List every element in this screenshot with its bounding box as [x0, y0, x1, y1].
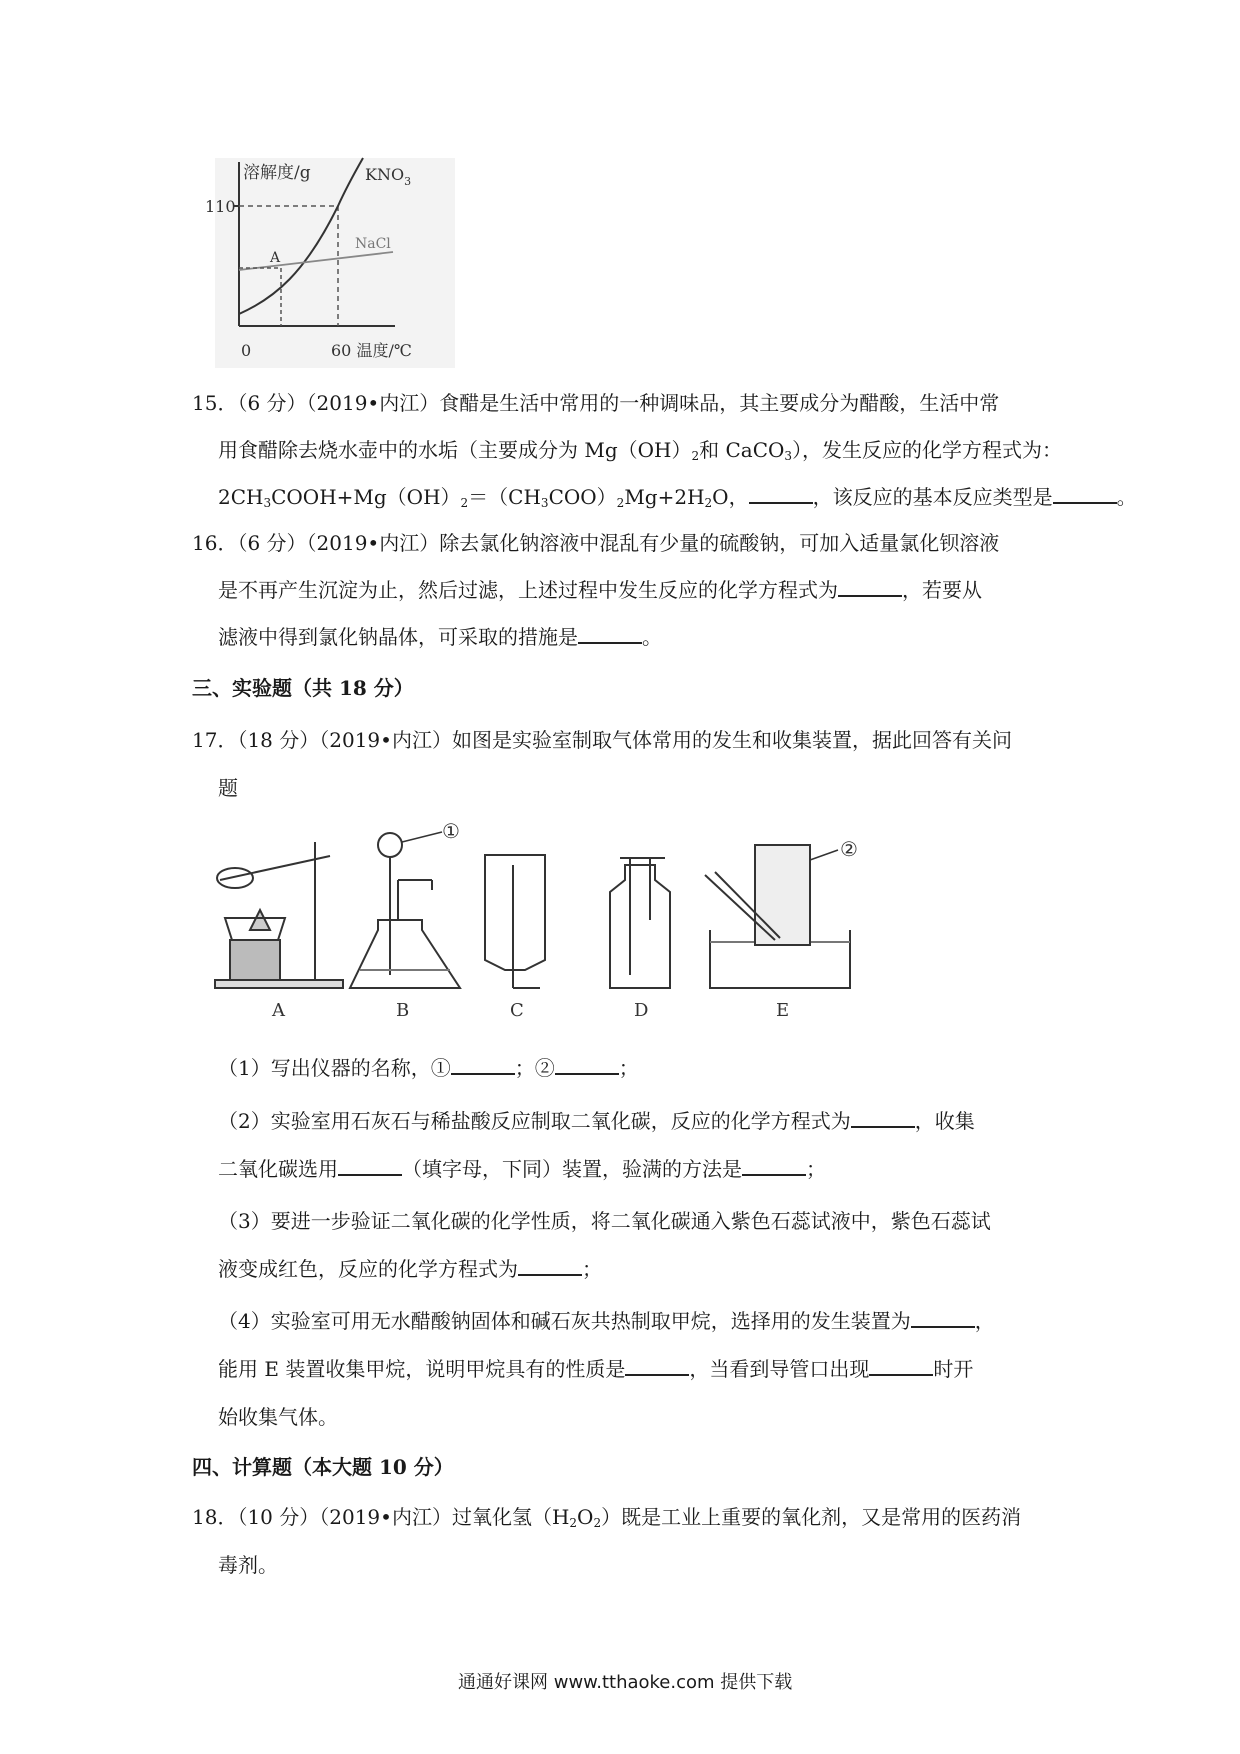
- answer-blank[interactable]: [851, 1108, 915, 1128]
- answer-blank[interactable]: [1053, 484, 1117, 504]
- apparatus-c: [485, 855, 545, 988]
- answer-blank[interactable]: [451, 1055, 515, 1075]
- q17-part-3-line-2: 液变成红色，反应的化学方程式为 ；: [218, 1257, 602, 1281]
- answer-blank[interactable]: [625, 1356, 689, 1376]
- q16-line-2: 是不再产生沉淀为止，然后过滤，上述过程中发生反应的化学方程式为 ，若要从: [218, 578, 982, 602]
- apparatus-label-d: D: [634, 1000, 649, 1021]
- apparatus-label-b: B: [396, 1000, 410, 1021]
- q17-part-2-line-2: 二氧化碳选用 （填字母，下同）装置，验满的方法是 ；: [218, 1157, 826, 1181]
- q15-line-3: $2CH_3COOH+Mg(OH)_2=(CH_3COO)_2Mg+2H_2O$， ，该反应的基本反应类型是 。: [218, 485, 1137, 510]
- q17-part-2-line-1: （2）实验室用石灰石与稀盐酸反应制取二氧化碳，反应的化学方程式为 ，收集: [218, 1109, 975, 1133]
- q18-line-2: 毒剂。: [218, 1553, 278, 1577]
- q17-part-3-line-1: （3）要进一步验证二氧化碳的化学性质，将二氧化碳通入紫色石蕊试液中，紫色石蕊试: [218, 1209, 991, 1233]
- q17-part-4-line-3: 始收集气体。: [218, 1405, 338, 1429]
- marker-1-leader: [402, 832, 442, 842]
- q17-part-4-line-2: 能用 E 装置收集甲烷，说明甲烷具有的性质是 ，当看到导管口出现 时开: [218, 1357, 974, 1381]
- origin-label: 0: [241, 341, 252, 360]
- q16-line-1: 16．（6 分）（2019•内江）除去氯化钠溶液中混乱有少量的硫酸钠，可加入适量氯化钡溶液: [192, 531, 1000, 555]
- apparatus-b: [350, 833, 460, 988]
- q17-part-1: （1）写出仪器的名称，① ；② ；: [218, 1056, 639, 1080]
- marker-2-leader: [810, 850, 838, 860]
- apparatus-d: [610, 858, 670, 988]
- solubility-graph: [205, 158, 455, 368]
- answer-blank[interactable]: [749, 484, 813, 504]
- x-axis-label: 60 温度/℃: [331, 341, 412, 360]
- answer-blank[interactable]: [518, 1256, 582, 1276]
- section-heading-calculation: 四、计算题（本大题 10 分）: [192, 1455, 454, 1479]
- point-a-label: A: [270, 250, 281, 266]
- answer-blank[interactable]: [838, 577, 902, 597]
- answer-blank[interactable]: [338, 1156, 402, 1176]
- apparatus-e: [705, 845, 850, 988]
- page-footer: 通通好课网 www.tthaoke.com 提供下载: [458, 1672, 793, 1693]
- q17-part-4-line-1: （4）实验室可用无水醋酸钠固体和碱石灰共热制取甲烷，选择用的发生装置为 ，: [218, 1309, 995, 1333]
- q18-line-1: 18．（10 分）（2019•内江）过氧化氢$(H_2O_2)$既是工业上重要的氧化剂，又是常用的医药消: [192, 1505, 1022, 1530]
- q16-line-3: 滤液中得到氯化钠晶体，可采取的措施是 。: [218, 625, 662, 649]
- answer-blank[interactable]: [578, 624, 642, 644]
- curve-kno3-label: $KNO_3$: [365, 165, 412, 188]
- q15-line-2: 用食醋除去烧水壶中的水垢（主要成分为 $Mg(OH)_2$和 CaCO$_3$），发生反应的化学方程式为：: [218, 438, 1063, 463]
- section-heading-experiment: 三、实验题（共 18 分）: [192, 676, 414, 700]
- q15-line-1: 15．（6 分）（2019•内江）食醋是生活中常用的一种调味品，其主要成分为醋酸，生活中常: [192, 391, 1000, 415]
- y-tick-110: 110: [205, 197, 236, 216]
- apparatus-label-e: E: [776, 1000, 790, 1021]
- apparatus-label-a: A: [272, 1000, 285, 1021]
- apparatus-a: [215, 842, 343, 988]
- apparatus-label-c: C: [510, 1000, 524, 1021]
- answer-blank[interactable]: [555, 1055, 619, 1075]
- apparatus-figure: [210, 820, 990, 1020]
- answer-blank[interactable]: [911, 1308, 975, 1328]
- curve-nacl-label: NaCl: [355, 236, 391, 252]
- answer-blank[interactable]: [869, 1356, 933, 1376]
- q17-line-2: 题: [218, 776, 238, 800]
- answer-blank[interactable]: [742, 1156, 806, 1176]
- q17-line-1: 17．（18 分）（2019•内江）如图是实验室制取气体常用的发生和收集装置，据此回答有关问: [192, 728, 1012, 752]
- marker-2: ②: [840, 837, 858, 861]
- y-axis-label: 溶解度/g: [243, 163, 311, 183]
- marker-1: ①: [442, 819, 460, 843]
